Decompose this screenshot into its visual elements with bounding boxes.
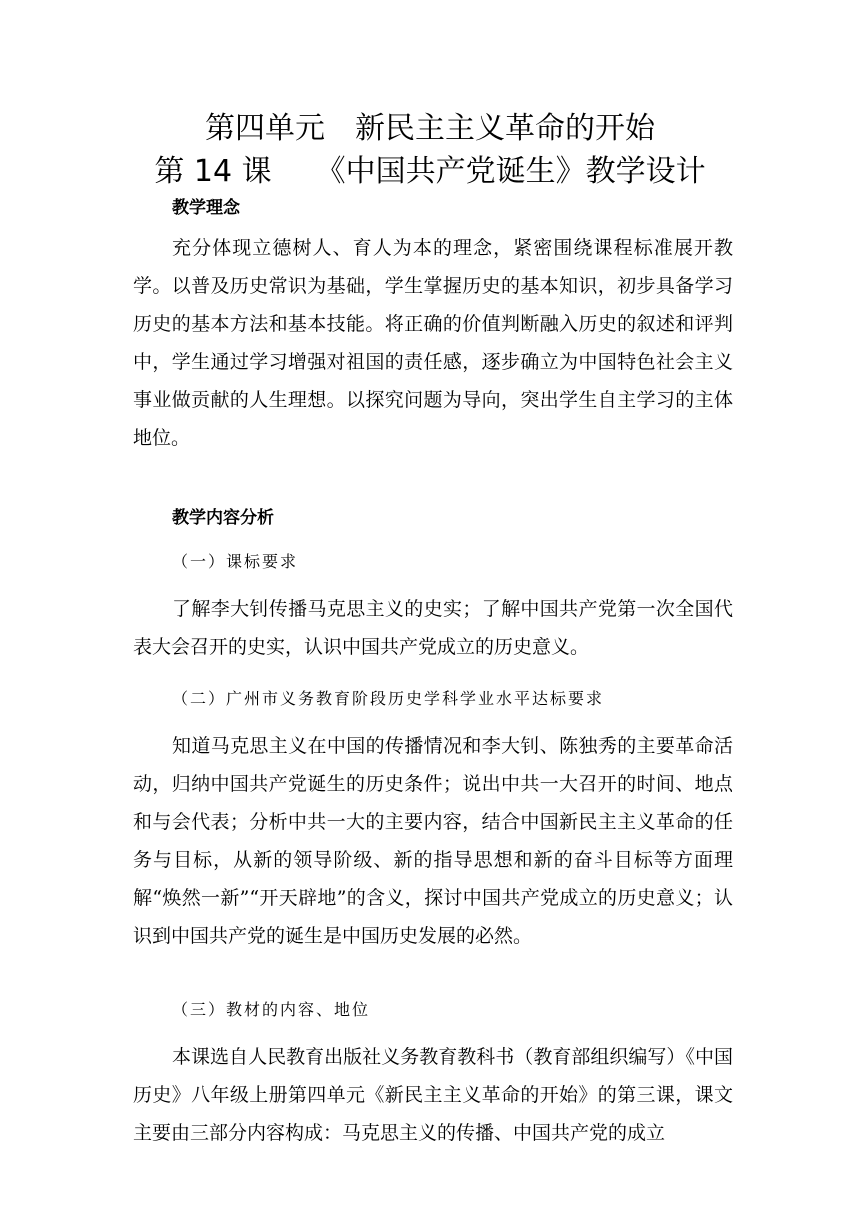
paragraph-curriculum-requirements: 了解李大钊传播马克思主义的史实；了解中国共产党第一次全国代表大会召开的史实，认识中国共产党成立的历史意义。 [133,598,733,658]
section-heading-teaching-philosophy: 教学理念 [172,198,240,218]
lesson-name: 《中国共产党诞生》教学设计 [315,154,706,189]
paragraph-teaching-philosophy: 充分体现立德树人、育人为本的理念，紧密围绕课程标准展开教学。以普及历史常识为基础，学生掌握历史的基本知识，初步具备学习历史的基本方法和基本技能。将正确的价值判断融入历史的叙述和评判中，学生通过学习增强对祖国的责任感，逐步确立为中国特色社会主义事业做贡献的人生理想。以探究问题为导向，突出学生自主学习的主体地位。 [133,237,733,449]
lesson-title [0,153,860,191]
lesson-number: 第 14 课 [154,154,272,189]
subheading-curriculum-requirements: （一）课标要求 [172,552,299,571]
unit-name: 新民主主义革命的开始 [355,111,655,146]
paragraph-guangzhou-standards: 知道马克思主义在中国的传播情况和李大钊、陈独秀的主要革命活动，归纳中国共产党诞生的历史条件；说出中共一大召开的时间、地点和与会代表；分析中共一大的主要内容，结合中国新民主主义革命的任务与目标，从新的领导阶级、新的指导思想和新的奋斗目标等方面理解“焕然一新”“开天辟地”的含义，探讨中国共产党成立的历史意义；认识到中国共产党的诞生是中国历史发展的必然。 [133,735,733,947]
subheading-textbook-content: （三）教材的内容、地位 [172,1000,371,1019]
unit-title [0,110,860,148]
paragraph-textbook-content: 本课选自人民教育出版社义务教育教科书（教育部组织编写）《中国历史》八年级上册第四单元《新民主主义革命的开始》的第三课，课文主要由三部分内容构成：马克思主义的传播、中国共产党的成立 [133,1046,733,1144]
unit-number: 第四单元 [205,111,325,146]
section-heading-content-analysis: 教学内容分析 [172,508,274,528]
subheading-guangzhou-standards: （二）广州市义务教育阶段历史学科学业水平达标要求 [172,689,605,708]
